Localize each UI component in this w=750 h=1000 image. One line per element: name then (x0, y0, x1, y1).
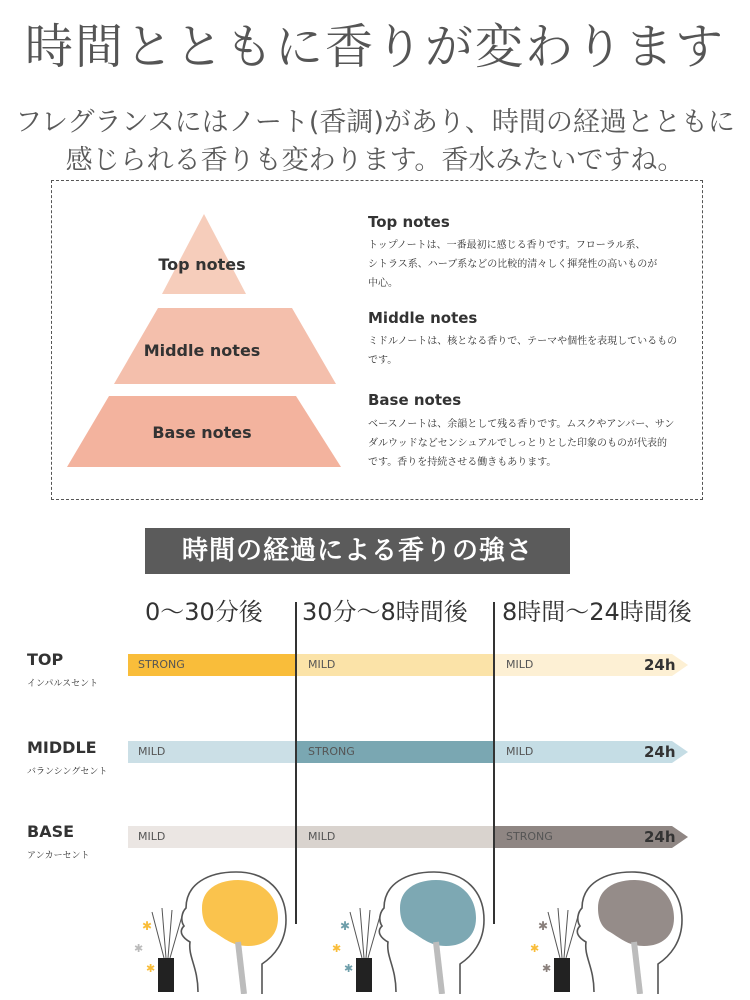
bar-end-label: 24h (644, 743, 676, 761)
segment-label: STRONG (308, 745, 355, 758)
intro-line-2: 感じられる香りも変わります。香水みたいですね。 (65, 145, 685, 176)
base-notes-desc-line: です。香りを持続させる働きもあります。 (368, 457, 557, 468)
segment-label: STRONG (506, 830, 553, 843)
svg-text:✱: ✱ (538, 919, 549, 933)
period-label-2: 30分〜8時間後 (302, 598, 468, 626)
svg-text:✱: ✱ (530, 942, 540, 955)
bar-end-label: 24h (644, 656, 676, 674)
brain-top-highlight (202, 880, 278, 946)
intro-line-1: フレグランスにはノート(香調)があり、時間の経過とともに (15, 107, 735, 138)
head-illustration-middle (332, 872, 484, 994)
base-notes-desc (368, 415, 688, 472)
middle-notes-desc-line: ミドルノートは、核となる香りで、テーマや個性を表現しているもの (368, 336, 678, 347)
middle-notes-title: Middle notes (368, 309, 478, 327)
pyramid-top-level (162, 214, 246, 294)
svg-text:✱: ✱ (142, 919, 153, 933)
pyramid-label-top: Top notes (158, 255, 246, 274)
segment-label: MILD (506, 658, 534, 671)
base-notes-desc-line: ベースノートは、余韻として残る香りです。ムスクやアンバー、サン (368, 419, 675, 430)
headline: 時間とともに香りが変わります (24, 19, 725, 75)
row-name-base: BASE (27, 822, 75, 841)
top-notes-desc-line: 中心。 (368, 278, 398, 289)
svg-text:✱: ✱ (134, 942, 144, 955)
row-name-middle: MIDDLE (27, 738, 97, 757)
middle-notes-desc-line: です。 (368, 355, 398, 366)
bar-end-label: 24h (644, 828, 676, 846)
row-name-top: TOP (27, 650, 64, 669)
fragrance-pyramid (66, 214, 342, 470)
period-label-3: 8時間〜24時間後 (502, 598, 692, 626)
svg-text:✱: ✱ (332, 942, 342, 955)
diffuser-bottle-icon (554, 958, 570, 992)
head-illustration-top (134, 872, 286, 994)
row-sub-middle: バランシングセント (27, 767, 108, 777)
segment-label: MILD (506, 745, 534, 758)
segment-label: MILD (308, 658, 336, 671)
segment-label: MILD (308, 830, 336, 843)
svg-text:✱: ✱ (542, 962, 552, 975)
pyramid-label-base: Base notes (152, 423, 252, 442)
pyramid-label-middle: Middle notes (143, 341, 261, 360)
segment-label: STRONG (138, 658, 185, 671)
base-notes-desc-line: ダルウッドなどセンシュアルでしっとりとした印象のものが代表的 (368, 438, 667, 449)
svg-text:✱: ✱ (146, 962, 156, 975)
base-notes-title: Base notes (368, 391, 462, 409)
diffuser-bottle-icon (356, 958, 372, 992)
top-notes-desc-line: シトラス系、ハーブ系などの比較的清々しく揮発性の高いものが (368, 259, 658, 270)
top-notes-title: Top notes (368, 213, 450, 231)
brain-middle-highlight (400, 880, 476, 946)
top-notes-desc (368, 236, 688, 293)
top-notes-desc-line: トップノートは、一番最初に感じる香りです。フローラル系、 (368, 240, 646, 251)
head-illustration-base (530, 872, 682, 994)
diffuser-bottle-icon (158, 958, 174, 992)
svg-text:✱: ✱ (344, 962, 354, 975)
middle-notes-desc (368, 332, 688, 370)
timeline-title: 時間の経過による香りの強さ (145, 528, 570, 574)
svg-text:✱: ✱ (340, 919, 351, 933)
row-sub-base: アンカーセント (27, 851, 90, 861)
brain-base-highlight (598, 880, 674, 946)
segment-label: MILD (138, 745, 166, 758)
row-sub-top: インパルスセント (27, 679, 99, 689)
period-label-1: 0〜30分後 (145, 598, 263, 626)
head-illustrations (128, 868, 728, 994)
segment-label: MILD (138, 830, 166, 843)
